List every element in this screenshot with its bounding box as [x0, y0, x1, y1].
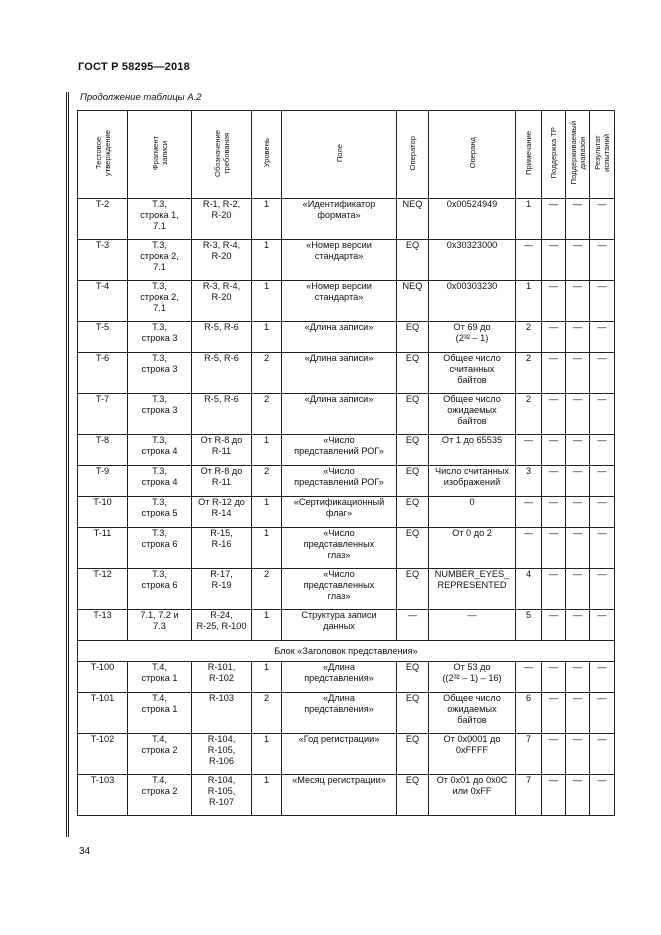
- tp-support: —: [542, 528, 566, 569]
- binding-margin-line: [66, 92, 69, 837]
- field-name: «Длина записи»: [282, 322, 397, 353]
- test-id: T-10: [78, 497, 128, 528]
- field-name: «Число представлений РОГ»: [282, 466, 397, 497]
- column-header: [252, 111, 282, 199]
- level: 1: [252, 610, 282, 641]
- column-header: [429, 111, 516, 199]
- block-title: Блок «Заголовок представления»: [78, 641, 615, 662]
- operator: EQ: [397, 662, 429, 693]
- note: —: [516, 435, 542, 466]
- column-header: [78, 111, 128, 199]
- table-row: [78, 569, 615, 610]
- column-header: [397, 111, 429, 199]
- field-name: «Сертификационный флаг»: [282, 497, 397, 528]
- operand: От 1 до 65535: [429, 435, 516, 466]
- test-result: —: [590, 693, 615, 734]
- test-result: —: [590, 435, 615, 466]
- level: 2: [252, 693, 282, 734]
- requirement-ref: R-104, R-105, R-107: [192, 775, 252, 816]
- tp-support: —: [542, 693, 566, 734]
- test-id: T-103: [78, 775, 128, 816]
- test-result: —: [590, 569, 615, 610]
- record-fragment: T.3, строка 6: [128, 528, 192, 569]
- requirement-ref: От R-8 до R-11: [192, 466, 252, 497]
- note: 7: [516, 734, 542, 775]
- operator: EQ: [397, 497, 429, 528]
- level: 1: [252, 775, 282, 816]
- supported-range: —: [566, 610, 590, 641]
- operand: Общее число ожидаемых байтов: [429, 394, 516, 435]
- level: 2: [252, 394, 282, 435]
- note: 3: [516, 466, 542, 497]
- note: 2: [516, 322, 542, 353]
- note: 2: [516, 353, 542, 394]
- tp-support: —: [542, 497, 566, 528]
- document-header: ГОСТ Р 58295—2018: [78, 61, 190, 73]
- operand: От 69 до (2³² – 1): [429, 322, 516, 353]
- column-header-label: Операнд: [467, 137, 477, 169]
- column-header: [590, 111, 615, 199]
- column-header: [192, 111, 252, 199]
- table-row: [78, 734, 615, 775]
- level: 1: [252, 240, 282, 281]
- requirement-ref: От R-8 до R-11: [192, 435, 252, 466]
- requirement-ref: R-1, R-2, R-20: [192, 199, 252, 240]
- note: 5: [516, 610, 542, 641]
- test-id: T-6: [78, 353, 128, 394]
- field-name: «Длина представления»: [282, 662, 397, 693]
- column-header-label: Поддержка ТР: [549, 127, 558, 179]
- field-name: «Год регистрации»: [282, 734, 397, 775]
- tp-support: —: [542, 775, 566, 816]
- table-row: [78, 528, 615, 569]
- operator: NEQ: [397, 281, 429, 322]
- operator: —: [397, 610, 429, 641]
- table-row: [78, 466, 615, 497]
- test-id: T-12: [78, 569, 128, 610]
- operand: Общее число считанных байтов: [429, 353, 516, 394]
- column-header-label: Поддерживаемый диапазон: [568, 121, 587, 185]
- level: 1: [252, 662, 282, 693]
- column-header-label: Оператор: [408, 135, 417, 171]
- record-fragment: T.4, строка 2: [128, 734, 192, 775]
- operator: EQ: [397, 528, 429, 569]
- field-name: «Номер версии стандарта»: [282, 240, 397, 281]
- note: 2: [516, 394, 542, 435]
- test-result: —: [590, 281, 615, 322]
- test-id: T-102: [78, 734, 128, 775]
- record-fragment: T.3, строка 1, 7.1: [128, 199, 192, 240]
- table-row: [78, 497, 615, 528]
- column-header-label: Поле: [334, 143, 344, 163]
- requirement-ref: R-3, R-4, R-20: [192, 240, 252, 281]
- requirement-ref: R-104, R-105, R-106: [192, 734, 252, 775]
- test-id: T-101: [78, 693, 128, 734]
- test-id: T-13: [78, 610, 128, 641]
- table-header-row: [78, 111, 615, 199]
- field-name: «Число представленных глаз»: [282, 528, 397, 569]
- operator: NEQ: [397, 199, 429, 240]
- requirement-ref: От R-12 до R-14: [192, 497, 252, 528]
- field-name: «Число представлений РОГ»: [282, 435, 397, 466]
- operator: EQ: [397, 466, 429, 497]
- test-result: —: [590, 497, 615, 528]
- tp-support: —: [542, 734, 566, 775]
- test-result: —: [590, 240, 615, 281]
- test-result: —: [590, 775, 615, 816]
- tp-support: —: [542, 662, 566, 693]
- record-fragment: T.3, строка 2, 7.1: [128, 281, 192, 322]
- operator: EQ: [397, 322, 429, 353]
- supported-range: —: [566, 435, 590, 466]
- supported-range: —: [566, 394, 590, 435]
- tp-support: —: [542, 322, 566, 353]
- tp-support: —: [542, 281, 566, 322]
- field-name: «Длина записи»: [282, 353, 397, 394]
- level: 1: [252, 528, 282, 569]
- tp-support: —: [542, 569, 566, 610]
- test-id: T-3: [78, 240, 128, 281]
- operand: Общее число ожидаемых байтов: [429, 693, 516, 734]
- requirement-ref: R-15, R-16: [192, 528, 252, 569]
- record-fragment: T.3, строка 2, 7.1: [128, 240, 192, 281]
- level: 2: [252, 353, 282, 394]
- test-result: —: [590, 322, 615, 353]
- column-header-label: Уровень: [262, 138, 271, 168]
- record-fragment: T.4, строка 1: [128, 662, 192, 693]
- record-fragment: T.3, строка 4: [128, 466, 192, 497]
- record-fragment: T.4, строка 1: [128, 693, 192, 734]
- tp-support: —: [542, 610, 566, 641]
- test-result: —: [590, 610, 615, 641]
- field-name: «Число представленных глаз»: [282, 569, 397, 610]
- requirement-ref: R-17, R-19: [192, 569, 252, 610]
- test-result: —: [590, 528, 615, 569]
- level: 1: [252, 734, 282, 775]
- column-header: [128, 111, 192, 199]
- operator: EQ: [397, 435, 429, 466]
- field-name: «Номер версии стандарта»: [282, 281, 397, 322]
- field-name: Структура записи данных: [282, 610, 397, 641]
- test-result: —: [590, 199, 615, 240]
- level: 1: [252, 435, 282, 466]
- note: 4: [516, 569, 542, 610]
- supported-range: —: [566, 569, 590, 610]
- record-fragment: T.3, строка 6: [128, 569, 192, 610]
- test-id: T-9: [78, 466, 128, 497]
- table-row: [78, 693, 615, 734]
- requirement-ref: R-24, R-25, R-100: [192, 610, 252, 641]
- test-result: —: [590, 466, 615, 497]
- test-id: T-100: [78, 662, 128, 693]
- operand: NUMBER_EYES_ REPRESENTED: [429, 569, 516, 610]
- operand: Число считанных изображений: [429, 466, 516, 497]
- operand: 0x00303230: [429, 281, 516, 322]
- test-result: —: [590, 662, 615, 693]
- column-header-label: Результат испытаний: [593, 134, 611, 172]
- column-header-label: Тестовое утверждение: [93, 129, 112, 177]
- column-header: [282, 111, 397, 199]
- supported-range: —: [566, 775, 590, 816]
- record-fragment: T.3, строка 5: [128, 497, 192, 528]
- note: 1: [516, 281, 542, 322]
- field-name: «Длина записи»: [282, 394, 397, 435]
- test-result: —: [590, 734, 615, 775]
- operand: 0x30323000: [429, 240, 516, 281]
- level: 1: [252, 322, 282, 353]
- operand: 0: [429, 497, 516, 528]
- requirement-ref: R-5, R-6: [192, 353, 252, 394]
- page-number: 34: [79, 846, 91, 857]
- table-row: [78, 435, 615, 466]
- test-id: T-2: [78, 199, 128, 240]
- supported-range: —: [566, 693, 590, 734]
- operator: EQ: [397, 353, 429, 394]
- note: —: [516, 240, 542, 281]
- operand: —: [429, 610, 516, 641]
- table-row: [78, 281, 615, 322]
- test-id: T-7: [78, 394, 128, 435]
- level: 2: [252, 466, 282, 497]
- level: 1: [252, 281, 282, 322]
- table-row: [78, 240, 615, 281]
- table-row: [78, 394, 615, 435]
- tp-support: —: [542, 466, 566, 497]
- block-title-row: [78, 641, 615, 662]
- tp-support: —: [542, 199, 566, 240]
- operand: От 0x0001 до 0xFFFF: [429, 734, 516, 775]
- note: 6: [516, 693, 542, 734]
- requirement-ref: R-5, R-6: [192, 322, 252, 353]
- tp-support: —: [542, 240, 566, 281]
- record-fragment: T.3, строка 3: [128, 322, 192, 353]
- record-fragment: T.3, строка 4: [128, 435, 192, 466]
- supported-range: —: [566, 322, 590, 353]
- operand: От 53 до ((2³² – 1) – 16): [429, 662, 516, 693]
- column-header: [566, 111, 590, 199]
- tp-support: —: [542, 435, 566, 466]
- field-name: «Длина представления»: [282, 693, 397, 734]
- supported-range: —: [566, 528, 590, 569]
- table-caption: Продолжение таблицы А.2: [80, 92, 202, 103]
- test-id: T-4: [78, 281, 128, 322]
- supported-range: —: [566, 497, 590, 528]
- supported-range: —: [566, 240, 590, 281]
- column-header-label: Примечание: [524, 131, 533, 175]
- field-name: «Месяц регистрации»: [282, 775, 397, 816]
- test-result: —: [590, 394, 615, 435]
- operator: EQ: [397, 775, 429, 816]
- column-header-label: Обозначение требования: [212, 129, 231, 177]
- table-row: [78, 662, 615, 693]
- operator: EQ: [397, 734, 429, 775]
- operand: От 0 до 2: [429, 528, 516, 569]
- note: —: [516, 497, 542, 528]
- operand: 0x00524949: [429, 199, 516, 240]
- requirement-ref: R-3, R-4, R-20: [192, 281, 252, 322]
- supported-range: —: [566, 353, 590, 394]
- level: 2: [252, 569, 282, 610]
- test-id: T-8: [78, 435, 128, 466]
- note: —: [516, 528, 542, 569]
- test-result: —: [590, 353, 615, 394]
- record-fragment: T.4, строка 2: [128, 775, 192, 816]
- operator: EQ: [397, 569, 429, 610]
- record-fragment: T.3, строка 3: [128, 394, 192, 435]
- tp-support: —: [542, 394, 566, 435]
- operand: От 0x01 до 0x0C или 0xFF: [429, 775, 516, 816]
- table-row: [78, 610, 615, 641]
- column-header-label: Фрагмент записи: [150, 135, 169, 171]
- test-id: T-5: [78, 322, 128, 353]
- level: 1: [252, 497, 282, 528]
- operator: EQ: [397, 394, 429, 435]
- record-fragment: 7.1, 7.2 и 7.3: [128, 610, 192, 641]
- table-row: [78, 775, 615, 816]
- supported-range: —: [566, 734, 590, 775]
- supported-range: —: [566, 466, 590, 497]
- requirement-ref: R-103: [192, 693, 252, 734]
- requirements-table: [77, 110, 615, 816]
- supported-range: —: [566, 199, 590, 240]
- table-row: [78, 322, 615, 353]
- column-header: [516, 111, 542, 199]
- operator: EQ: [397, 693, 429, 734]
- requirement-ref: R-101, R-102: [192, 662, 252, 693]
- field-name: «Идентификатор формата»: [282, 199, 397, 240]
- test-id: T-11: [78, 528, 128, 569]
- supported-range: —: [566, 281, 590, 322]
- note: 1: [516, 199, 542, 240]
- supported-range: —: [566, 662, 590, 693]
- table-row: [78, 353, 615, 394]
- table-row: [78, 199, 615, 240]
- note: 7: [516, 775, 542, 816]
- record-fragment: T.3, строка 3: [128, 353, 192, 394]
- tp-support: —: [542, 353, 566, 394]
- note: —: [516, 662, 542, 693]
- level: 1: [252, 199, 282, 240]
- requirement-ref: R-5, R-6: [192, 394, 252, 435]
- operator: EQ: [397, 240, 429, 281]
- column-header: [542, 111, 566, 199]
